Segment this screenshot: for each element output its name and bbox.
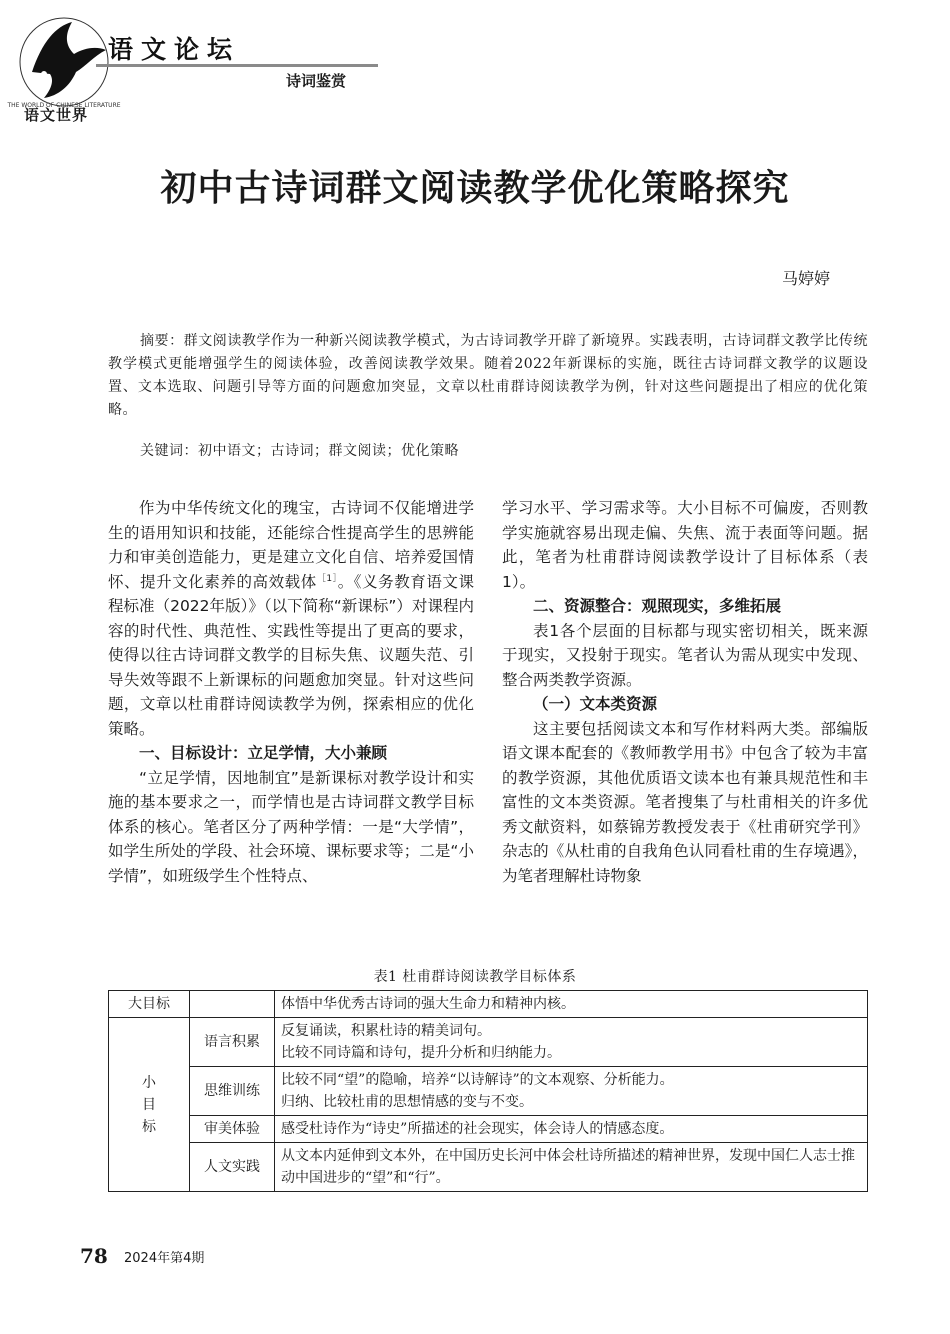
goal-line: 反复诵读，积累杜诗的精美词句。 <box>281 1023 491 1039</box>
table-caption: 表1 杜甫群诗阅读教学目标体系 <box>373 969 577 985</box>
goal-description <box>275 1018 868 1067</box>
author-name: 马婷婷 <box>781 269 830 288</box>
small-goal-char: 目 <box>142 1096 156 1113</box>
paragraph-intro-text: 作为中华传统文化的瑰宝，古诗词不仅能增进学生的语用知识和技能，还能综合性提高学生的思辨能力和审美创造能力，更是建立文化自信、培养爱国情怀、提升文化素养的高效载体 <box>108 499 474 591</box>
body-column-left <box>108 496 474 888</box>
body-column-right <box>502 496 868 888</box>
logo-ring-text: THE WORLD OF CHINESE LITERATURE <box>7 102 121 109</box>
header-rule <box>96 64 378 67</box>
citation-ref: ［1］ <box>316 573 338 584</box>
goal-category: 语言积累 <box>190 1018 275 1067</box>
keywords: 关键词：初中语文；古诗词；群文阅读；优化策略 <box>140 443 459 459</box>
paragraph-intro <box>108 496 474 741</box>
big-goal-label: 大目标 <box>109 991 190 1018</box>
table-row <box>109 1143 868 1192</box>
abstract: 摘要：群文阅读教学作为一种新兴阅读教学模式，为古诗词教学开辟了新境界。实践表明，古诗词群文教学比传统教学模式更能增强学生的阅读体验，改善阅读教学效果。随着2022年新课标的实施，既往古诗词群文教学的议题设置、文本选取、问题引导等方面的问题愈加突显，文章以杜甫群诗阅读教学为例，针对这些问题提出了相应的优化策略。 <box>108 333 868 418</box>
goal-category: 思维训练 <box>190 1067 275 1116</box>
paragraph-goal-design-cont: 学习水平、学习需求等。大小目标不可偏废，否则教学实施就容易出现走偏、失焦、流于表面等问题。据此，笔者为杜甫群诗阅读教学设计了目标体系（表1）。 <box>502 499 868 591</box>
journal-name: 语文论坛 <box>108 35 241 64</box>
table-row <box>109 991 868 1018</box>
goal-category: 审美体验 <box>190 1116 275 1143</box>
table-row <box>109 1018 868 1067</box>
goal-line: 比较不同诗篇和诗句，提升分析和归纳能力。 <box>281 1045 561 1061</box>
page-number: 78 <box>80 1244 108 1268</box>
small-goal-char: 小 <box>142 1074 156 1091</box>
small-goal-char: 标 <box>142 1118 156 1135</box>
paragraph-intro-text-cont: 。《义务教育语文课程标准（2022年版）》（以下简称“新课标”）对课程内容的时代性、典范性、实践性等提出了更高的要求，使得以往古诗词群文教学的目标失焦、议题失范、引导失效等跟不上新课标的问题愈加突显。针对这些问题，文章以杜甫群诗阅读教学为例，探索相应的优化策略。 <box>108 572 474 738</box>
section-heading-2: 二、资源整合：观照现实，多维拓展 <box>533 597 782 615</box>
goal-description <box>275 1116 868 1143</box>
dove-logo-icon <box>7 12 121 112</box>
goal-category: 人文实践 <box>190 1143 275 1192</box>
table-row <box>109 1067 868 1116</box>
article-title: 初中古诗词群文阅读教学优化策略探究 <box>160 168 790 209</box>
empty-cell <box>190 991 275 1018</box>
subsection-heading-1: （一）文本类资源 <box>533 695 658 713</box>
goal-line: 感受杜诗作为“诗史”所描述的社会现实，体会诗人的情感态度。 <box>281 1121 674 1137</box>
paragraph-text-resources: 这主要包括阅读文本和写作材料两大类。部编版语文课本配套的《教师教学用书》中包含了较为丰富的教学资源，其他优质语文读本也有兼具规范性和丰富性的文本类资源。笔者搜集了与杜甫相关的许多优秀文献资料，如蔡锦芳教授发表于《杜甫研究学刊》杂志的《从杜甫的自我角色认同看杜甫的生存境遇》，为笔者理解杜诗物象 <box>502 719 868 885</box>
issue-label: 2024年第4期 <box>124 1251 205 1266</box>
goal-line: 从文本内延伸到文本外，在中国历史长河中体会杜诗所描述的精神世界，发现中国仁人志士推动中国进步的“望”和“行”。 <box>281 1148 855 1186</box>
section-heading-1: 一、目标设计：立足学情，大小兼顾 <box>139 744 388 762</box>
column-name: 诗词鉴赏 <box>286 72 347 90</box>
goal-line: 比较不同“望”的隐喻，培养“以诗解诗”的文本观察、分析能力。 <box>281 1072 674 1088</box>
goal-description <box>275 1143 868 1192</box>
table-row <box>109 1116 868 1143</box>
goal-description <box>275 1067 868 1116</box>
big-goal-text: 体悟中华优秀古诗词的强大生命力和精神内核。 <box>275 991 868 1018</box>
paragraph-resources: 表1各个层面的目标都与现实密切相关，既来源于现实，又投射于现实。笔者认为需从现实中发现、整合两类教学资源。 <box>502 621 868 689</box>
paragraph-goal-design: “立足学情，因地制宜”是新课标对教学设计和实施的基本要求之一，而学情也是古诗词群文教学目标体系的核心。笔者区分了两种学情：一是“大学情”，如学生所处的学段、社会环境、课标要求等；二是“小学情”，如班级学生个性特点、 <box>108 768 474 885</box>
goal-line: 归纳、比较杜甫的思想情感的变与不变。 <box>281 1094 533 1110</box>
journal-world-label: 语文世界 <box>24 106 89 124</box>
small-goal-label <box>109 1018 190 1192</box>
goals-table <box>108 990 868 1192</box>
